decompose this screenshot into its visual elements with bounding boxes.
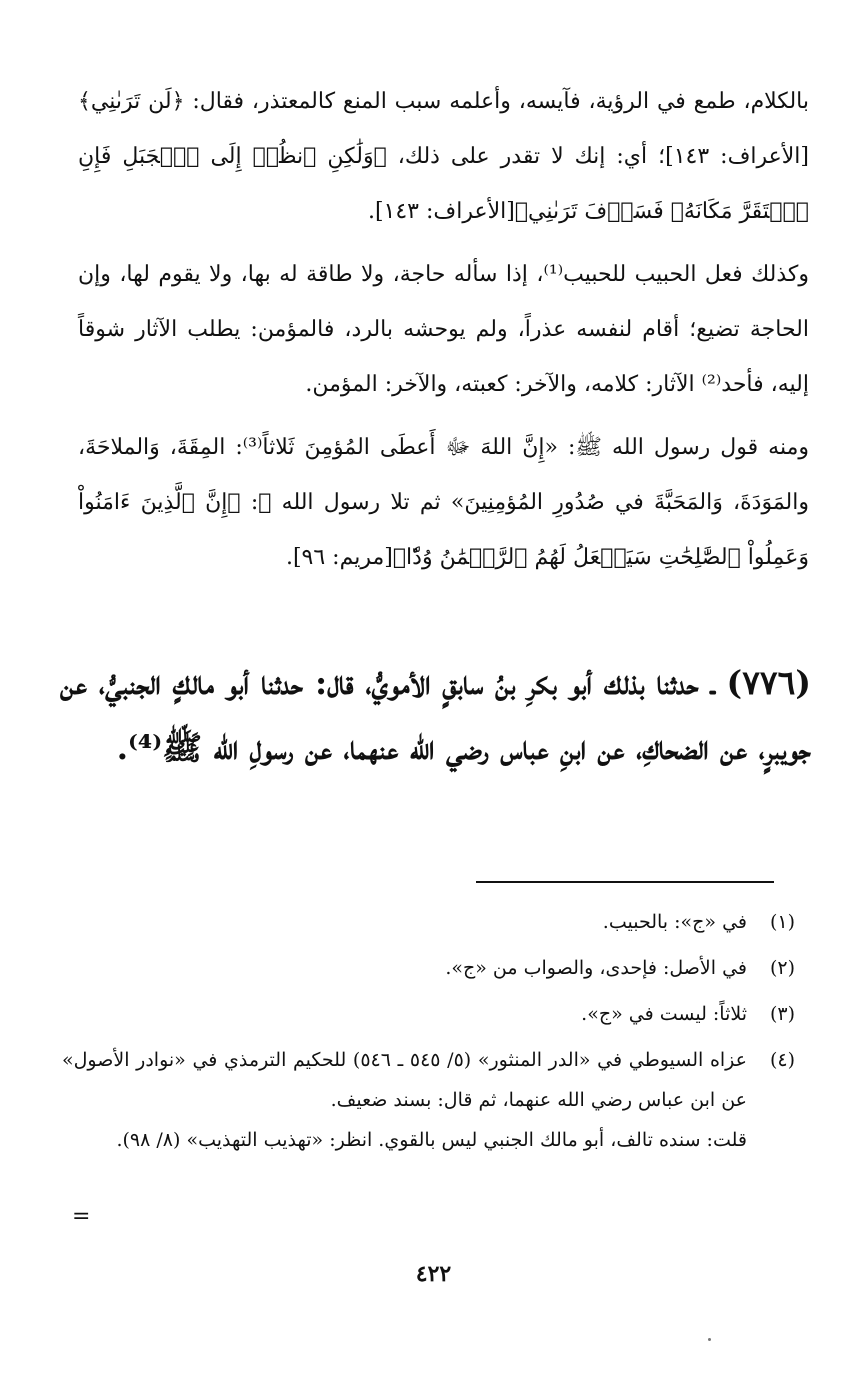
footnote-number: (١): [769, 911, 795, 933]
continuation-mark: =: [72, 1204, 91, 1229]
footnote-1: [62, 902, 795, 942]
hadith-isnad: (٧٧٦) ـ حدثنا بذلك أبو بكرِ بنُ سابقٍ الأمويُّ، قال: حدثنا أبو مالكٍ الجنبيُّ، عن جويبرٍ، عن الضحاكِ، عن ابنِ عباس رضي الله عنهما، عن رسولِ الله ﷺ⁽⁴⁾.: [60, 663, 811, 767]
paragraph: وكذلك فعل الحبيب للحبيب⁽¹⁾، إذا سأله حاجة، ولا طاقة له بها، ولا يقوم لها، وإن الحاجة تضيع؛ أقام لنفسه عذراً، ولم يوحشه بالرد، فالمؤمن: يطلب الآثار شوقاً إليه، فأحد⁽²⁾ الآثار: كلامه، والآخر: كعبته، والآخر: المؤمن.: [78, 262, 810, 397]
footnote-number: (٤): [769, 1049, 795, 1071]
page-number: ٤٢٢: [415, 1261, 452, 1287]
footnote-text: في الأصل: فإحدى، والصواب من «ج».: [445, 957, 747, 979]
footnote-number: (٢): [769, 957, 795, 979]
paragraph: ومنه قول رسول الله ﷺ: «إِنَّ اللهَ ﷻ أَعطَى المُؤمِنَ ثَلاثاً⁽³⁾: المِقَةَ، وَالملاحَةَ، والمَوَدَةَ، وَالمَحَبَّةَ في صُدُورِ المُؤمِنِينَ» ثم تلا رسول الله ﷺ: ﴿إِنَّ ٱلَّذِينَ ءَامَنُواْ وَعَمِلُواْ ٱلصَّٰلِحَٰتِ سَيَجۡعَلُ لَهُمُ ٱلرَّحۡمَٰنُ وُدّٗا﴾[مريم: ٩٦].: [78, 435, 810, 570]
main-text: [78, 74, 809, 585]
footnote-text: في «ج»: بالحبيب.: [602, 911, 747, 933]
footnote-4: [62, 1040, 795, 1160]
scan-speck: [708, 1338, 711, 1341]
footnote-text: قلت: سنده تالف، أبو مالك الجنبي ليس بالقوي. انظر: «تهذيب التهذيب» (٨/ ٩٨).: [116, 1129, 747, 1151]
footnotes: [62, 902, 795, 1160]
footnote-text: ثلاثاً: ليست في «ج».: [581, 1003, 747, 1025]
footnote-2: [62, 948, 795, 988]
footnote-separator: [476, 881, 774, 883]
footnote-text: عزاه السيوطي في «الدر المنثور» (٥/ ٥٤٥ ـ ٥٤٦) للحكيم الترمذي في «نوادر الأصول» عن ابن عباس رضي الله عنهما، ثم قال: بسند ضعيف.: [62, 1049, 747, 1111]
footnote-3: [62, 994, 795, 1034]
paragraph: بالكلام، طمع في الرؤية، فآيسه، وأعلمه سبب المنع كالمعتذر، فقال: ﴿لَن تَرَىٰنِي﴾[الأعراف: ١٤٣]؛ أي: إنك لا تقدر على ذلك، ﴿وَلَٰكِنِ ٱنظُرۡ إِلَى ٱلۡجَبَلِ فَإِنِ ٱسۡتَقَرَّ مَكَانَهُۥ فَسَوۡفَ تَرَىٰنِي﴾[الأعراف: ١٤٣].: [78, 89, 810, 224]
footnote-number: (٣): [769, 1003, 795, 1025]
